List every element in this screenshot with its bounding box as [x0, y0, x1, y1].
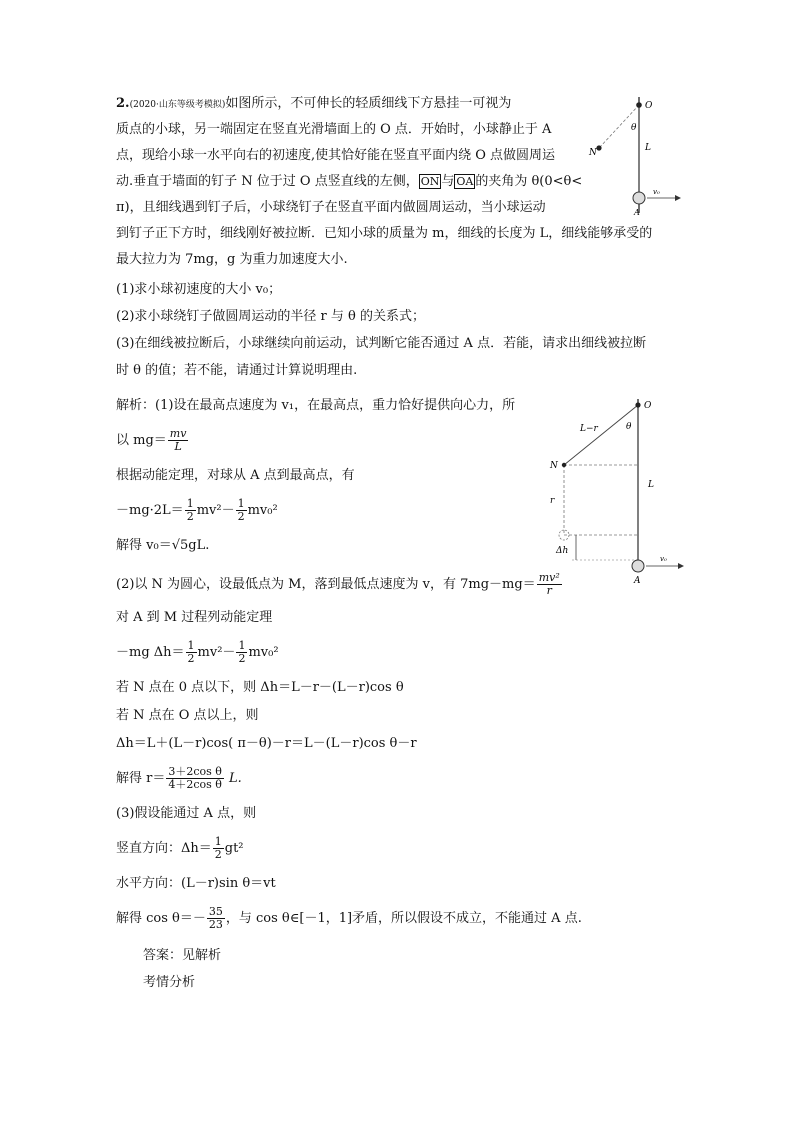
segment-oa-label: OA [456, 175, 474, 188]
nail-n-dot [562, 463, 566, 467]
solution-figure [540, 395, 690, 585]
problem-line-2: 质点的小球，另一端固定在竖直光滑墙面上的 O 点．开始时，小球静止于 A [116, 122, 552, 137]
label-o: O [644, 401, 652, 411]
problem-line-1: 2.(2020·山东等级考模拟)如图所示，不可伸长的轻质细线下方悬挂一可视为 [116, 96, 512, 111]
label-l: L [645, 143, 651, 153]
solution-line-3: 根据动能定理，对球从 A 点到最高点，有 [116, 468, 355, 483]
label-a: A [634, 208, 640, 217]
solution-line-6: (2)以 N 为圆心，设最低点为 M，落到最低点速度为 v，有 7mg－mg＝ $\frac{\text{mv²}}{r}$ [116, 571, 560, 597]
question-3-line-2: 时 θ 的值；若不能，请通过计算说明理由. [116, 363, 358, 378]
label-n: N [589, 148, 597, 158]
pendulum-figure [585, 95, 685, 220]
solution-line-2: 以 mg＝ $\frac{mv}{L}$ [116, 427, 187, 453]
analysis-heading: 考情分析 [143, 975, 196, 990]
label-l: L [648, 480, 654, 490]
problem-line-7: 最大拉力为 7mg，g 为重力加速度大小. [116, 252, 348, 267]
solution-line-16: 解得 cos θ＝－ $\frac{35}{23}$ ，与 cos θ∈[－1，1]矛盾，所以假设不成立，不能通过 A 点. [116, 905, 582, 931]
problem-line-6: 到钉子正下方时，细线刚好被拉断．已知小球的质量为 m，细线的长度为 L，细线能够承受的 [116, 226, 653, 241]
solution-line-11: Δh＝L＋(L－r)cos( π－θ)－r＝L－(L－r)cos θ－r [116, 736, 417, 751]
label-a: A [634, 576, 641, 585]
label-o: O [645, 101, 653, 111]
problem-number: 2. [116, 96, 130, 111]
problem-line-4: 动.垂直于墙面的钉子 N 位于过 O 点竖直线的左侧， ON 与 OA 的夹角为 θ(0<θ< [116, 174, 583, 189]
solution-line-7: 对 A 到 M 过程列动能定理 [116, 610, 273, 625]
solution-line-14: 竖直方向：Δh＝ $\frac{1}{2}$ gt² [116, 835, 244, 861]
problem-source: (2020·山东等级考模拟) [129, 100, 226, 110]
question-3-line-1: (3)在细线被拉断后，小球继续向前运动，试判断它能否通过 A 点．若能，请求出细线被拉断 [116, 336, 647, 351]
segment-on-label: ON [420, 175, 440, 188]
label-theta: θ [631, 123, 637, 133]
solution-line-15: 水平方向：(L－r)sin θ＝vt [116, 876, 276, 891]
solution-line-10: 若 N 点在 O 点以上，则 [116, 708, 259, 723]
solution-line-12: 解得 r＝ $\frac{\text{3＋2cos θ}}{\text{4＋2cos θ}}$ L. [116, 765, 242, 791]
ball-a [633, 192, 645, 204]
question-1: (1)求小球初速度的大小 v₀； [116, 282, 282, 297]
problem-line-5: π)，且细线遇到钉子后，小球绕钉子在竖直平面内做圆周运动，当小球运动 [116, 200, 546, 215]
label-v0: v₀ [653, 188, 660, 196]
label-v0: v₀ [660, 555, 667, 563]
label-theta: θ [626, 422, 632, 432]
label-r: r [550, 496, 555, 506]
l-minus-r-line [564, 405, 638, 465]
label-delta-h: Δh [556, 546, 569, 556]
ball-a [632, 560, 644, 572]
question-2: (2)求小球绕钉子做圆周运动的半径 r 与 θ 的关系式； [116, 309, 425, 324]
point-o-dot [636, 102, 642, 108]
problem-line-3: 点，现给小球一水平向右的初速度,使其恰好能在竖直平面内绕 O 点做圆周运 [116, 148, 556, 163]
solution-line-5: 解得 v₀＝√5gL. [116, 538, 210, 553]
answer-line: 答案：见解析 [143, 948, 222, 963]
label-l-minus-r: L−r [580, 424, 598, 434]
solution-line-9: 若 N 点在 0 点以下，则 Δh＝L－r－(L－r)cos θ [116, 680, 404, 695]
point-o-dot [635, 402, 640, 407]
nail-n-dot [596, 145, 601, 150]
solution-line-13: (3)假设能通过 A 点，则 [116, 806, 257, 821]
solution-line-1: 解析：(1)设在最高点速度为 v₁，在最高点，重力恰好提供向心力，所 [116, 398, 516, 413]
solution-line-4: －mg·2L＝ $\frac{1}{2}$ mv²－ $\frac{1}{2}$ mv₀² [116, 497, 278, 523]
label-n: N [550, 461, 558, 471]
solution-line-8: －mg Δh＝ $\frac{1}{2}$ mv²－ $\frac{1}{2}$ mv₀² [116, 639, 279, 665]
